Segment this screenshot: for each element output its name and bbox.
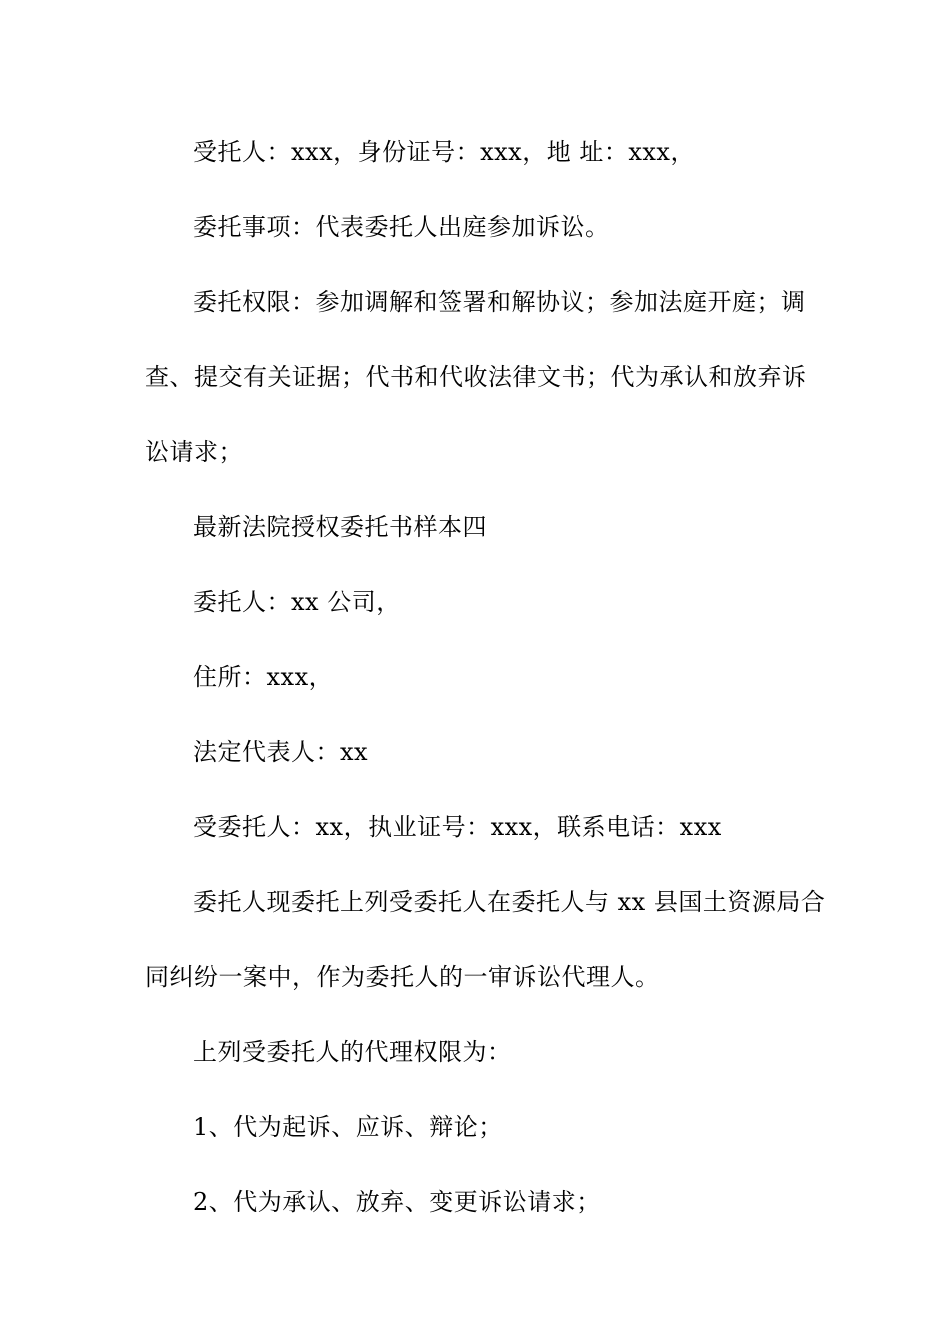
authority-item-1: 1、代为起诉、应诉、辩论； xyxy=(193,1113,503,1141)
authority-item-2: 2、代为承认、放弃、变更诉讼请求； xyxy=(193,1188,601,1216)
principal-line: 委托人：xx 公司， xyxy=(193,588,401,616)
entrusted-matter-line: 委托事项：代表委托人出庭参加诉讼。 xyxy=(193,213,610,241)
trustee-info-line: 受托人：xxx，身份证号：xxx，地 址：xxx， xyxy=(193,138,695,166)
address-line: 住所：xxx， xyxy=(193,663,334,691)
legal-representative-line: 法定代表人：xx xyxy=(193,738,369,766)
authority-line-1: 委托权限：参加调解和签署和解协议；参加法庭开庭；调 xyxy=(193,288,806,316)
section-heading: 最新法院授权委托书样本四 xyxy=(193,513,487,541)
agent-info-line: 受委托人：xx，执业证号：xxx，联系电话：xxx xyxy=(193,813,722,841)
agency-authority-heading: 上列受委托人的代理权限为： xyxy=(193,1038,512,1066)
authority-line-3: 讼请求； xyxy=(145,438,243,466)
entrustment-line-1: 委托人现委托上列受委托人在委托人与 xx 县国土资源局合 xyxy=(193,888,826,916)
authority-line-2: 查、提交有关证据；代书和代收法律文书；代为承认和放弃诉 xyxy=(145,363,807,391)
entrustment-line-2: 同纠纷一案中，作为委托人的一审诉讼代理人。 xyxy=(145,963,660,991)
